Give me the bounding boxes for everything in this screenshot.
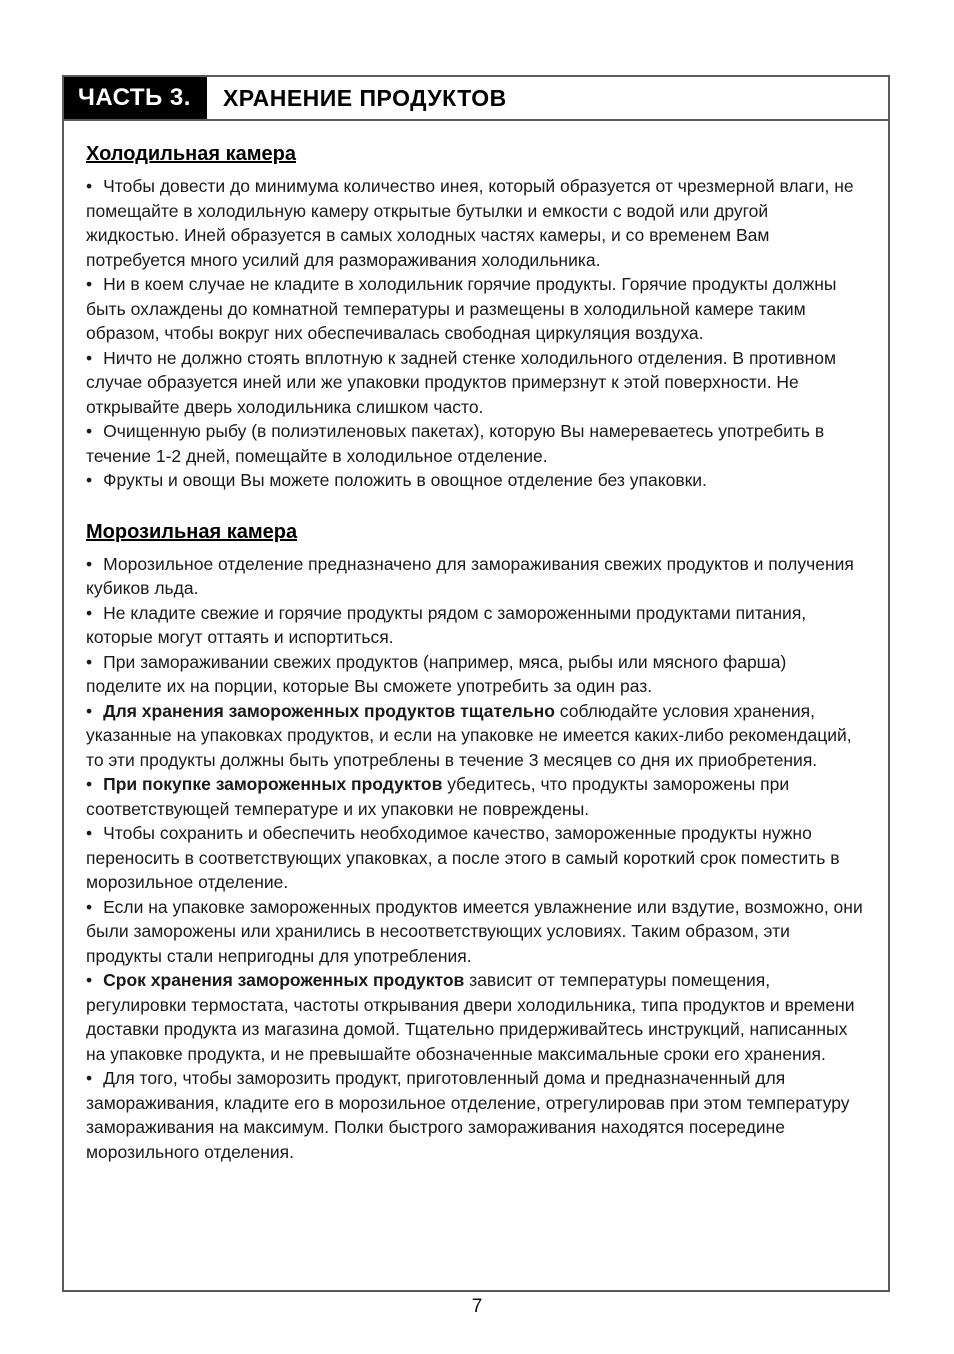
manual-page bbox=[62, 75, 890, 1292]
bullet-item bbox=[86, 895, 866, 969]
section-title: Холодильная камера bbox=[86, 143, 296, 165]
bullet-item bbox=[86, 601, 866, 650]
bullet-text: Чтобы сохранить и обеспечить необходимое качество, замороженные продукты нужно переносить в соответствующих упаковках, а после этого в самый короткий срок поместить в морозильное отделение. bbox=[86, 823, 840, 892]
bullet-text: Ничто не должно стоять вплотную к задней стенке холодильного отделения. В противном случае образуется иней или же упаковки продуктов примерзнут к этой поверхности. Не открывайте дверь холодильника слишком часто. bbox=[86, 347, 837, 417]
bullet-marker: • bbox=[86, 274, 93, 294]
bullet-item bbox=[86, 419, 866, 468]
bullet-text: Если на упаковке замороженных продуктов имеется увлажнение или вздутие, возможно, они были заморожены или хранились в несоответствующих условиях. Таким образом, эти продукты стали непригодны для употребления. bbox=[86, 896, 863, 966]
bullet-marker: • bbox=[86, 774, 93, 794]
bullet-marker: • bbox=[86, 896, 93, 917]
bullet-text: Морозильное отделение предназначено для замораживания свежих продуктов и получения кубиков льда. bbox=[86, 553, 854, 598]
bullet-item bbox=[86, 346, 866, 420]
bullet-item bbox=[86, 968, 866, 1066]
bullet-text: соблюдайте условия хранения, указанные на упаковках продуктов, и если на упаковке не имеется каких-либо рекомендаций, то эти продукты должны быть употреблены в течение 3 месяцев со дня их приобретения. bbox=[86, 700, 852, 770]
bullet-text: Очищенную рыбу (в полиэтиленовых пакетах), которую Вы намереваетесь употребить в течение 1-2 дней, помещайте в холодильное отделение. bbox=[86, 421, 825, 466]
bullet-text: Для того, чтобы заморозить продукт, приготовленный дома и предназначенный для замораживания, кладите его в морозильное отделение, отрегулировав при этом температуру замораживания на максимум. Полки быстрого замораживания находятся посередине морозильного отделения. bbox=[86, 1068, 850, 1162]
bullet-marker: • bbox=[86, 470, 93, 490]
bullet-marker: • bbox=[86, 970, 93, 990]
bullet-text: Не кладите свежие и горячие продукты рядом с замороженными продуктами питания, которые могут оттаять и испортиться. bbox=[86, 602, 807, 647]
part-label: ЧАСТЬ 3. bbox=[64, 77, 207, 119]
bullet-item bbox=[86, 552, 866, 601]
bullet-marker: • bbox=[86, 347, 93, 368]
bullet-marker: • bbox=[86, 700, 93, 721]
section-refrigerator bbox=[86, 143, 866, 493]
bullet-marker: • bbox=[86, 553, 93, 574]
bullet-marker: • bbox=[86, 602, 93, 623]
bullet-text: зависит от температуры помещения, регулировки термостата, частоты открывания двери холодильника, типа продуктов и времени доставки продукта из магазина домой. Тщательно придерживайтесь инструкций, написанных на упаковке продукта, и не превышайте обозначенные максимальные сроки его хранения. bbox=[86, 970, 855, 1064]
bullet-marker: • bbox=[86, 823, 93, 843]
page-content bbox=[64, 121, 888, 1164]
page-title: ХРАНЕНИЕ ПРОДУКТОВ bbox=[222, 84, 507, 111]
bullet-marker: • bbox=[86, 651, 93, 672]
bullet-marker: • bbox=[86, 421, 93, 441]
bullet-bold-text: Срок хранения замороженных продуктов bbox=[103, 970, 465, 990]
bullet-text: При замораживании свежих продуктов (например, мяса, рыбы или мясного фарша) поделите их на порции, которые Вы сможете употребить за один раз. bbox=[86, 651, 787, 696]
bullet-marker: • bbox=[86, 1068, 93, 1088]
page-header bbox=[64, 77, 888, 121]
bullet-text: убедитесь, что продукты заморожены при соответствующей температуре и их упаковки не повреждены. bbox=[86, 774, 790, 819]
bullet-item bbox=[86, 772, 866, 821]
page-number: 7 bbox=[471, 1296, 483, 1317]
bullet-item bbox=[86, 468, 866, 493]
bullet-item bbox=[86, 1066, 866, 1164]
bullet-marker: • bbox=[86, 176, 93, 196]
bullet-text: Фрукты и овощи Вы можете положить в овощное отделение без упаковки. bbox=[103, 470, 707, 490]
bullet-item bbox=[86, 650, 866, 699]
bullet-text: Чтобы довести до минимума количество инея, который образуется от чрезмерной влаги, не помещайте в холодильную камеру открытые бутылки и емкости с водой или другой жидкостью. Иней образуется в самых холодных частях камеры, и со временем Вам потребуется много усилий для размораживания холодильника. bbox=[86, 176, 854, 270]
section-title: Морозильная камера bbox=[86, 520, 298, 543]
bullet-item bbox=[86, 272, 866, 346]
bullet-item bbox=[86, 174, 866, 272]
bullet-text: Ни в коем случае не кладите в холодильник горячие продукты. Горячие продукты должны быть охлаждены до комнатной температуры и размещены в холодильной камере таким образом, чтобы вокруг них обеспечивалась свободная циркуляция воздуха. bbox=[86, 274, 837, 343]
bullet-bold-text: При покупке замороженных продуктов bbox=[103, 774, 443, 794]
bullet-item bbox=[86, 821, 866, 895]
bullet-item bbox=[86, 699, 866, 773]
bullet-bold-text: Для хранения замороженных продуктов тщательно bbox=[103, 700, 555, 721]
section-freezer bbox=[86, 521, 866, 1165]
